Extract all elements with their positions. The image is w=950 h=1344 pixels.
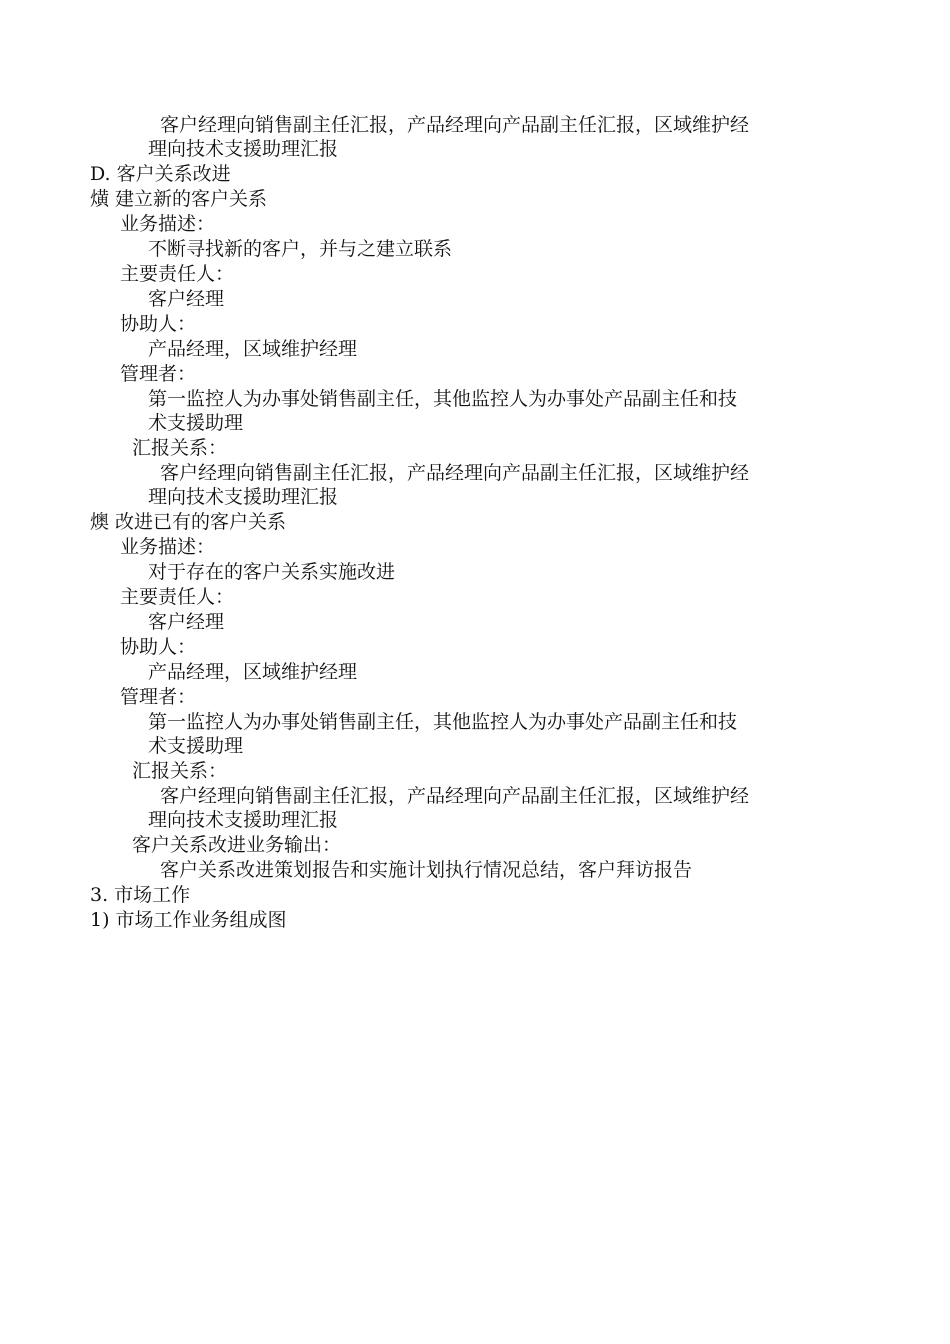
text-business-desc: 不断寻找新的客户，并与之建立联系 — [148, 238, 453, 260]
text-main-responsible-2: 客户经理 — [148, 611, 225, 633]
text-business-desc-2: 对于存在的客户关系实施改进 — [148, 561, 396, 583]
section-heading-3: 3. 市场工作 — [90, 884, 191, 906]
text-manager-2: 第一监控人为办事处销售副主任，其他监控人为办事处产品副主任和技 — [148, 711, 738, 733]
text-manager-2-cont: 术支援助理 — [148, 735, 244, 757]
text-main-responsible: 客户经理 — [148, 288, 225, 310]
text-report-relation-2: 客户经理向销售副主任汇报，产品经理向产品副主任汇报，区域维护经 — [160, 785, 750, 807]
label-assistant: 协助人： — [120, 313, 197, 335]
label-main-responsible: 主要责任人： — [120, 263, 235, 285]
text-manager: 第一监控人为办事处销售副主任，其他监控人为办事处产品副主任和技 — [148, 388, 738, 410]
label-main-responsible-2: 主要责任人： — [120, 586, 235, 608]
label-assistant-2: 协助人： — [120, 636, 197, 658]
subsection-new-relation: 熿 建立新的客户关系 — [90, 188, 268, 210]
label-manager: 管理者： — [120, 363, 197, 385]
report-line-1-cont: 理向技术支援助理汇报 — [148, 138, 339, 160]
subheading-1: 1) 市场工作业务组成图 — [90, 909, 287, 931]
text-report-relation: 客户经理向销售副主任汇报，产品经理向产品副主任汇报，区域维护经 — [160, 462, 750, 484]
section-heading-d: D. 客户关系改进 — [90, 163, 231, 185]
text-assistant: 产品经理，区域维护经理 — [148, 338, 358, 360]
text-report-relation-2-cont: 理向技术支援助理汇报 — [148, 809, 339, 831]
text-manager-cont: 术支援助理 — [148, 412, 244, 434]
label-manager-2: 管理者： — [120, 686, 197, 708]
report-line-1: 客户经理向销售副主任汇报，产品经理向产品副主任汇报，区域维护经 — [160, 114, 750, 136]
subsection-improve-relation: 燠 改进已有的客户关系 — [90, 511, 287, 533]
text-report-relation-cont: 理向技术支援助理汇报 — [148, 486, 339, 508]
text-output: 客户关系改进策划报告和实施计划执行情况总结，客户拜访报告 — [160, 859, 693, 881]
label-business-desc-2: 业务描述： — [120, 536, 216, 558]
label-report-relation: 汇报关系： — [132, 437, 228, 459]
text-assistant-2: 产品经理，区域维护经理 — [148, 661, 358, 683]
label-business-desc: 业务描述： — [120, 213, 216, 235]
label-report-relation-2: 汇报关系： — [132, 760, 228, 782]
label-output: 客户关系改进业务输出： — [132, 834, 342, 856]
